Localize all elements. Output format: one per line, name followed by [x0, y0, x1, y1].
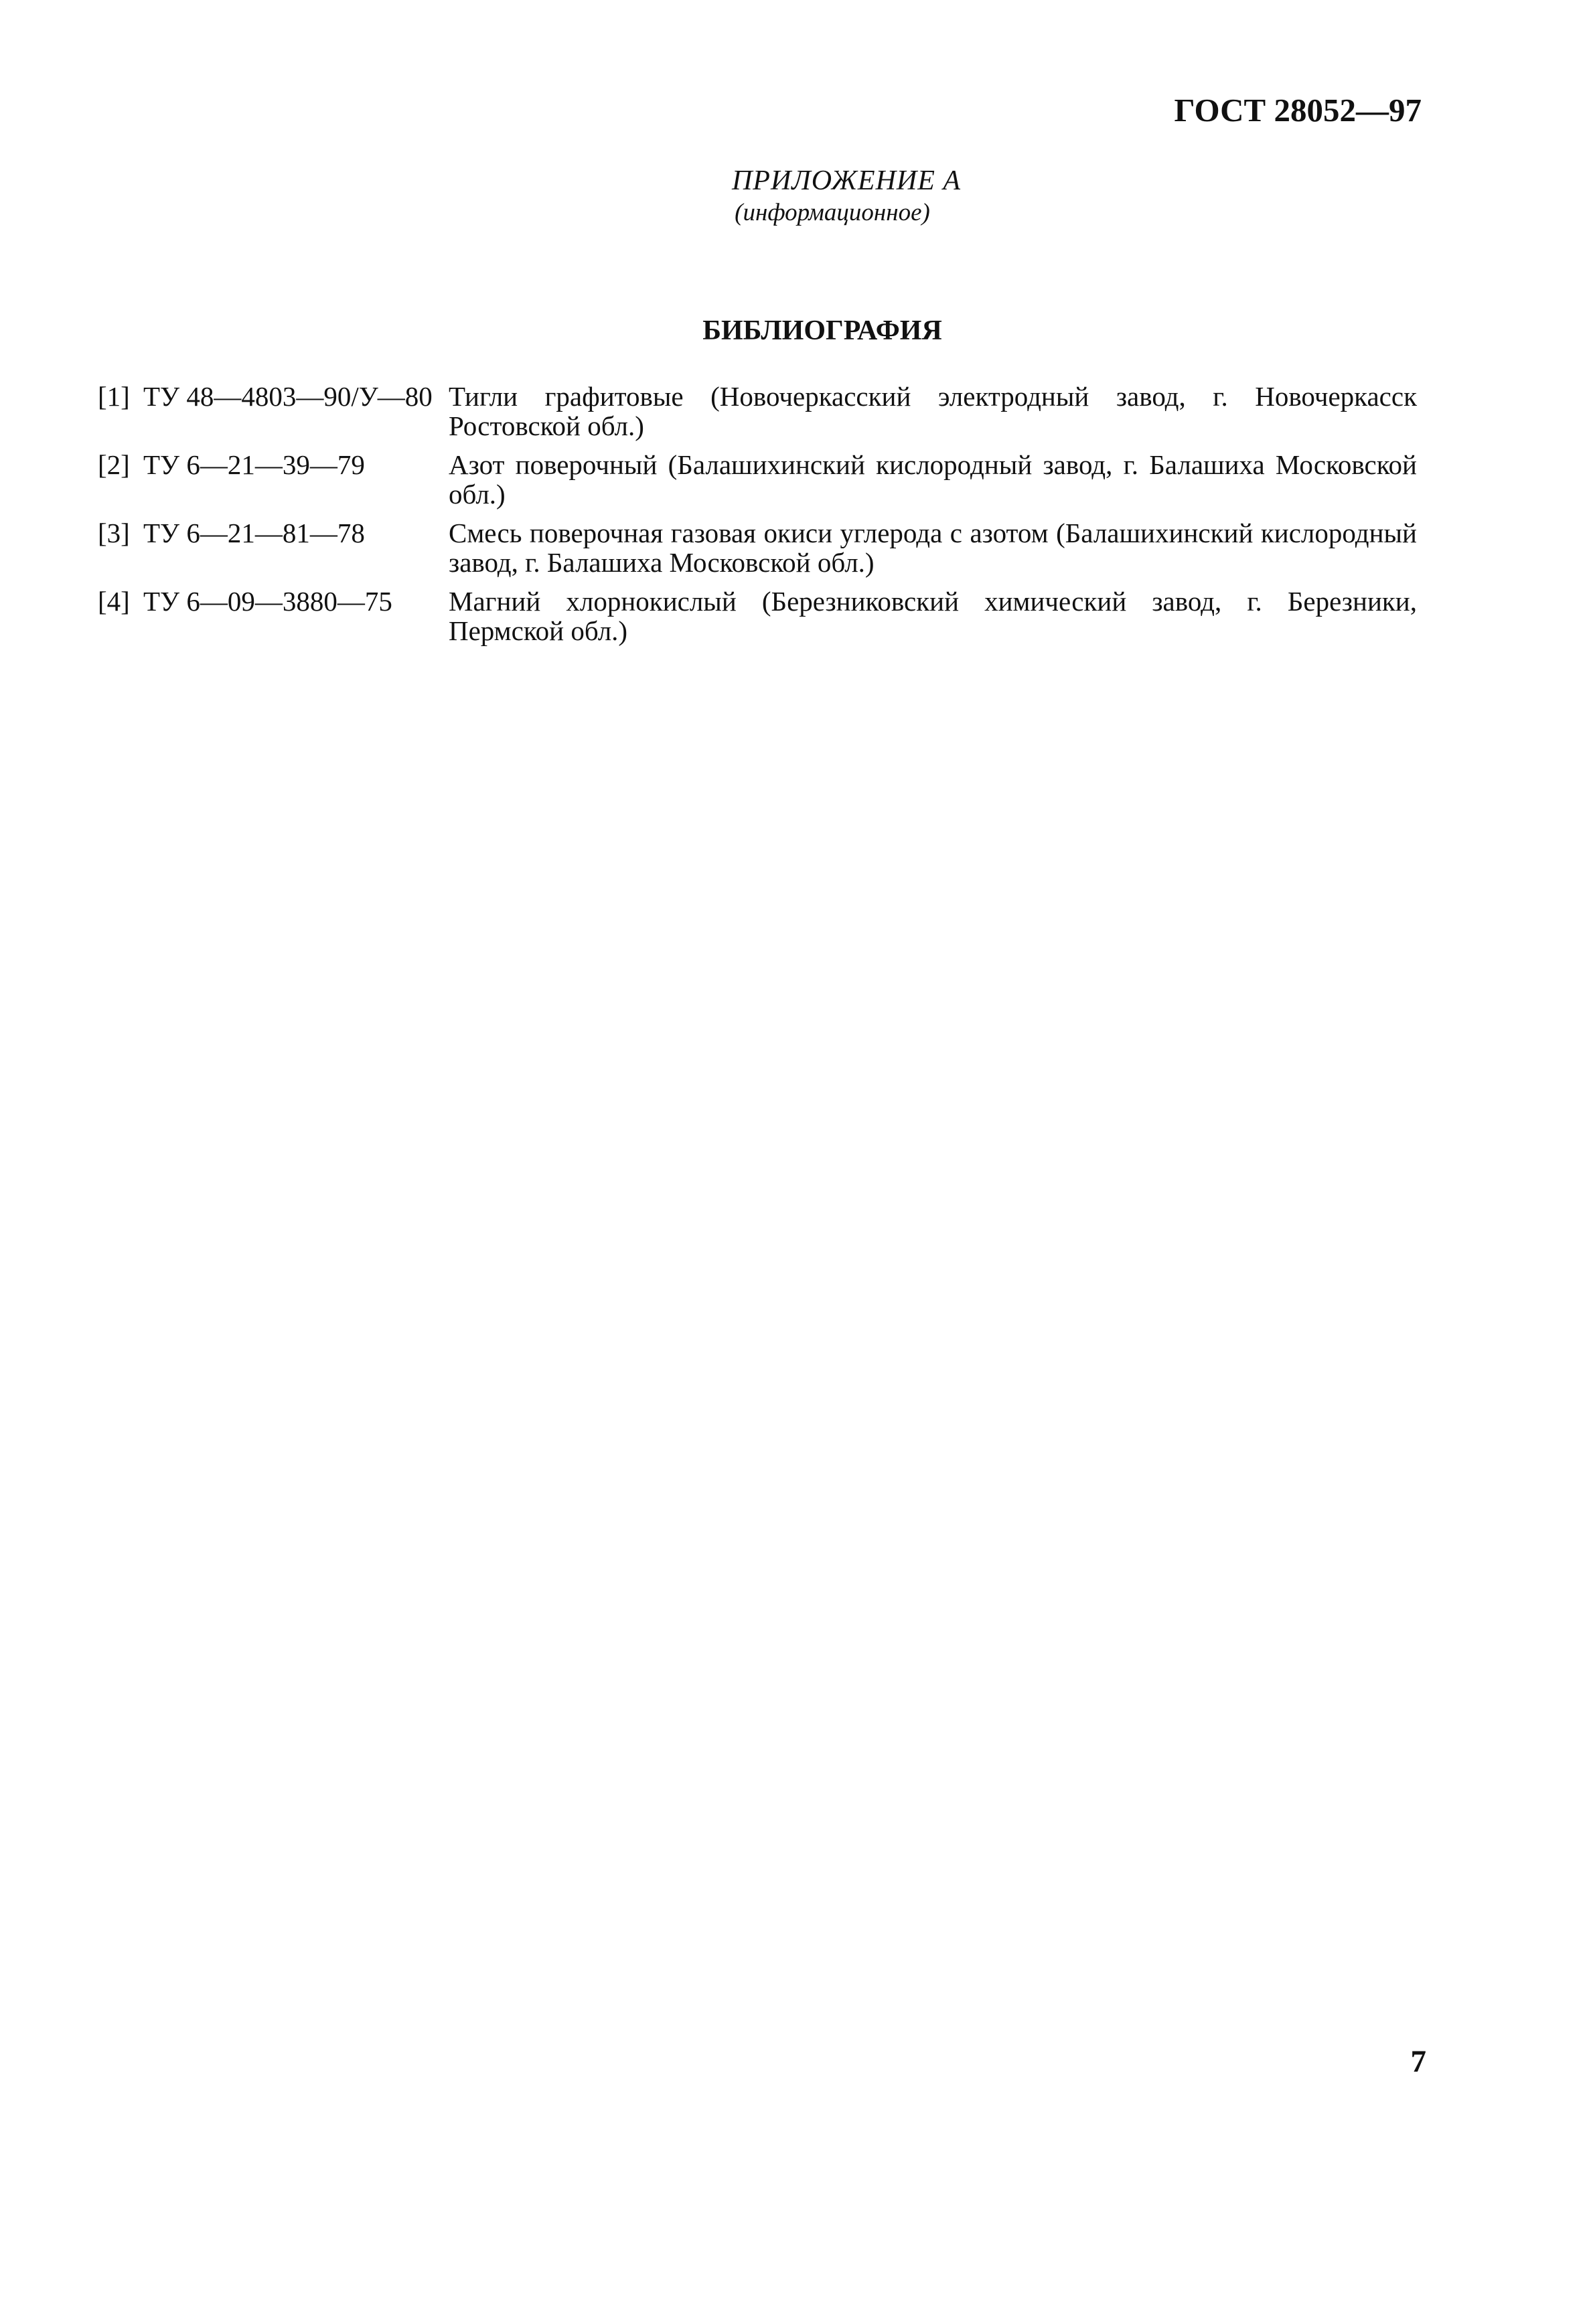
appendix-title: ПРИЛОЖЕНИЕ А [731, 165, 962, 196]
item-description: Смесь поверочная газовая окиси углерода с азотом (Балашихинский кислородный завод, г. Балашиха Московской обл.) [449, 518, 1417, 578]
bibliography-item [98, 450, 1417, 509]
item-number: [3] [98, 518, 130, 548]
item-description: Азот поверочный (Балашихинский кислородный завод, г. Балашиха Московской обл.) [449, 449, 1417, 510]
appendix-subtitle: (информационное) [735, 199, 930, 226]
bibliography-item [98, 518, 1417, 577]
item-number: [1] [98, 381, 130, 412]
item-number: [2] [98, 449, 130, 480]
bibliography-list [98, 382, 1417, 655]
bibliography-heading-text: БИБЛИОГРАФИЯ [702, 315, 942, 346]
item-code: ТУ 48—4803—90/У—80 [143, 381, 433, 412]
bibliography-item [98, 587, 1417, 645]
appendix-header [0, 163, 1591, 228]
bibliography-item [98, 382, 1417, 441]
item-description: Тигли графитовые (Новочеркасский электродный завод, г. Новочеркасск Ростовской обл.) [449, 381, 1417, 441]
document-code: ГОСТ 28052—97 [1174, 92, 1422, 129]
item-code: ТУ 6—21—81—78 [143, 518, 365, 548]
item-code: ТУ 6—09—3880—75 [143, 586, 392, 617]
item-number: [4] [98, 586, 130, 617]
page-number: 7 [1410, 2044, 1426, 2079]
item-code: ТУ 6—21—39—79 [143, 449, 365, 480]
item-description: Магний хлорнокислый (Березниковский химический завод, г. Березники, Пермской обл.) [449, 586, 1417, 646]
bibliography-heading [0, 315, 1591, 347]
